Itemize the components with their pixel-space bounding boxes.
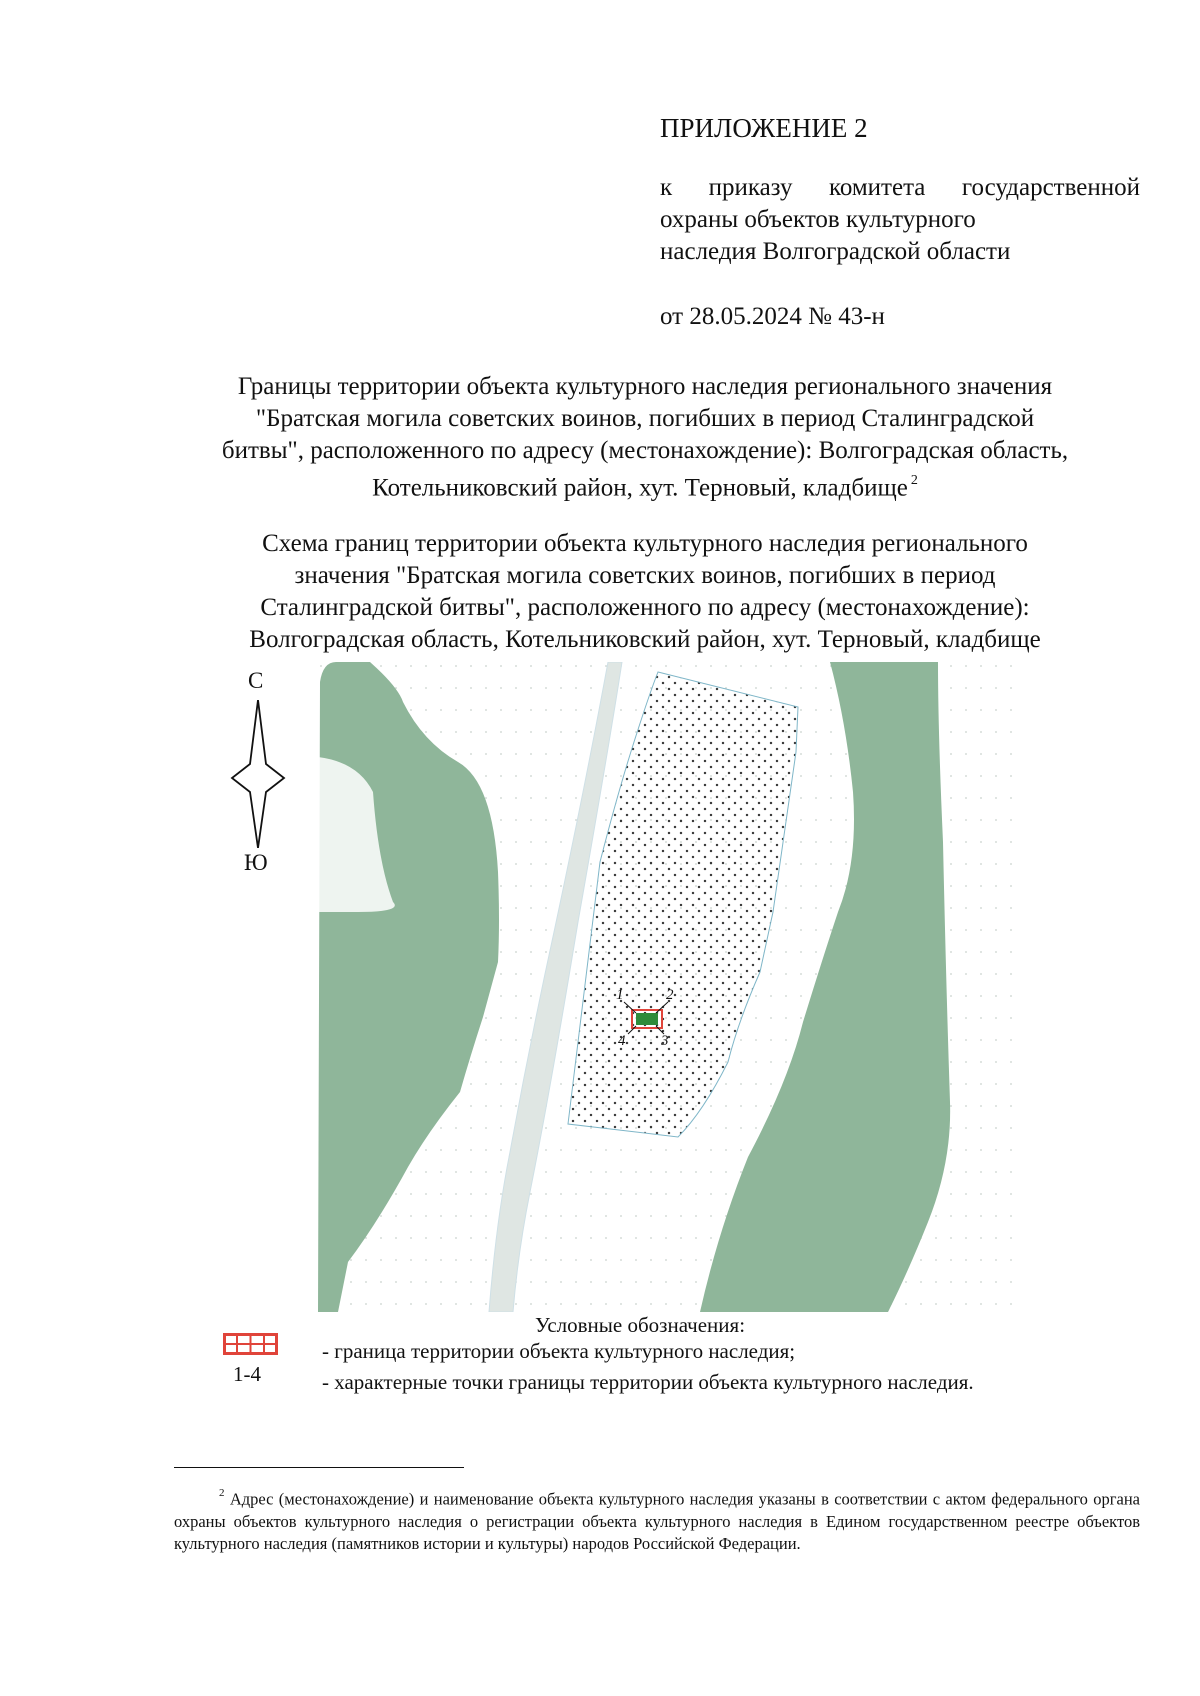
footnote-reference: 2 [910, 473, 918, 488]
order-word: комитета [828, 174, 926, 201]
compass-rose-icon [228, 700, 288, 848]
point-label-4: 4 [618, 1033, 626, 1049]
heritage-object-marker [636, 1013, 658, 1025]
scheme-heading [120, 528, 1170, 656]
order-line-3: наследия Волгоградской области [660, 238, 1011, 265]
legend-item-boundary: - граница территории объекта культурного наследия; [322, 1339, 796, 1363]
order-word: к [660, 174, 673, 201]
footnote [174, 1484, 1140, 1555]
point-label-3: 3 [661, 1033, 669, 1049]
order-word: государственной [961, 174, 1140, 201]
point-label-1: 1 [616, 987, 624, 1003]
heading-line: Границы территории объекта культурного наследия регионального значения [237, 373, 1053, 400]
boundary-map [318, 662, 1018, 1312]
footnote-number: 2 [219, 1487, 225, 1499]
order-line-1 [660, 172, 1140, 204]
compass-north-label: С [248, 668, 264, 693]
footnote-rule [174, 1467, 464, 1468]
order-line-2: охраны объектов культурного [660, 206, 976, 233]
document-heading [120, 371, 1170, 504]
scheme-line: Сталинградской битвы", расположенного по адресу (местонахождение): [260, 594, 1030, 621]
appendix-title: ПРИЛОЖЕНИЕ 2 [660, 113, 868, 143]
heading-line: "Братская могила советских воинов, погибших в период Сталинградской [255, 405, 1035, 432]
compass-south-label: Ю [244, 850, 268, 875]
heading-line: Котельниковский район, хут. Терновый, кладбище $^2$ [372, 473, 918, 502]
legend-item-points: - характерные точки границы территории объекта культурного наследия. [322, 1370, 974, 1394]
legend-point-range: 1-4 [233, 1362, 261, 1386]
heading-line: битвы", расположенного по адресу (местонахождение): Волгоградская область, [221, 437, 1069, 464]
scheme-line: Волгоградская область, Котельниковский район, хут. Терновый, кладбище [249, 626, 1041, 653]
boundary-symbol-icon [223, 1333, 278, 1355]
point-label-2: 2 [666, 987, 674, 1003]
scheme-line: значения "Братская могила советских воинов, погибших в период [294, 562, 996, 589]
order-date-number: от 28.05.2024 № 43-н [660, 303, 885, 330]
footnote-text: Адрес (местонахождение) и наименование объекта культурного наследия указаны в соответствии с актом федерального органа охраны объектов культурного наследия о регистрации объекта культурного наследия в Едином государственном реестре объектов культурного наследия (памятников истории и культуры) народов Российской Федерации. [174, 1489, 1141, 1553]
order-word: приказу [708, 174, 793, 201]
legend-title: Условные обозначения: [535, 1313, 746, 1337]
scheme-line: Схема границ территории объекта культурного наследия регионального [262, 530, 1028, 557]
appendix-order-reference [660, 172, 1140, 268]
